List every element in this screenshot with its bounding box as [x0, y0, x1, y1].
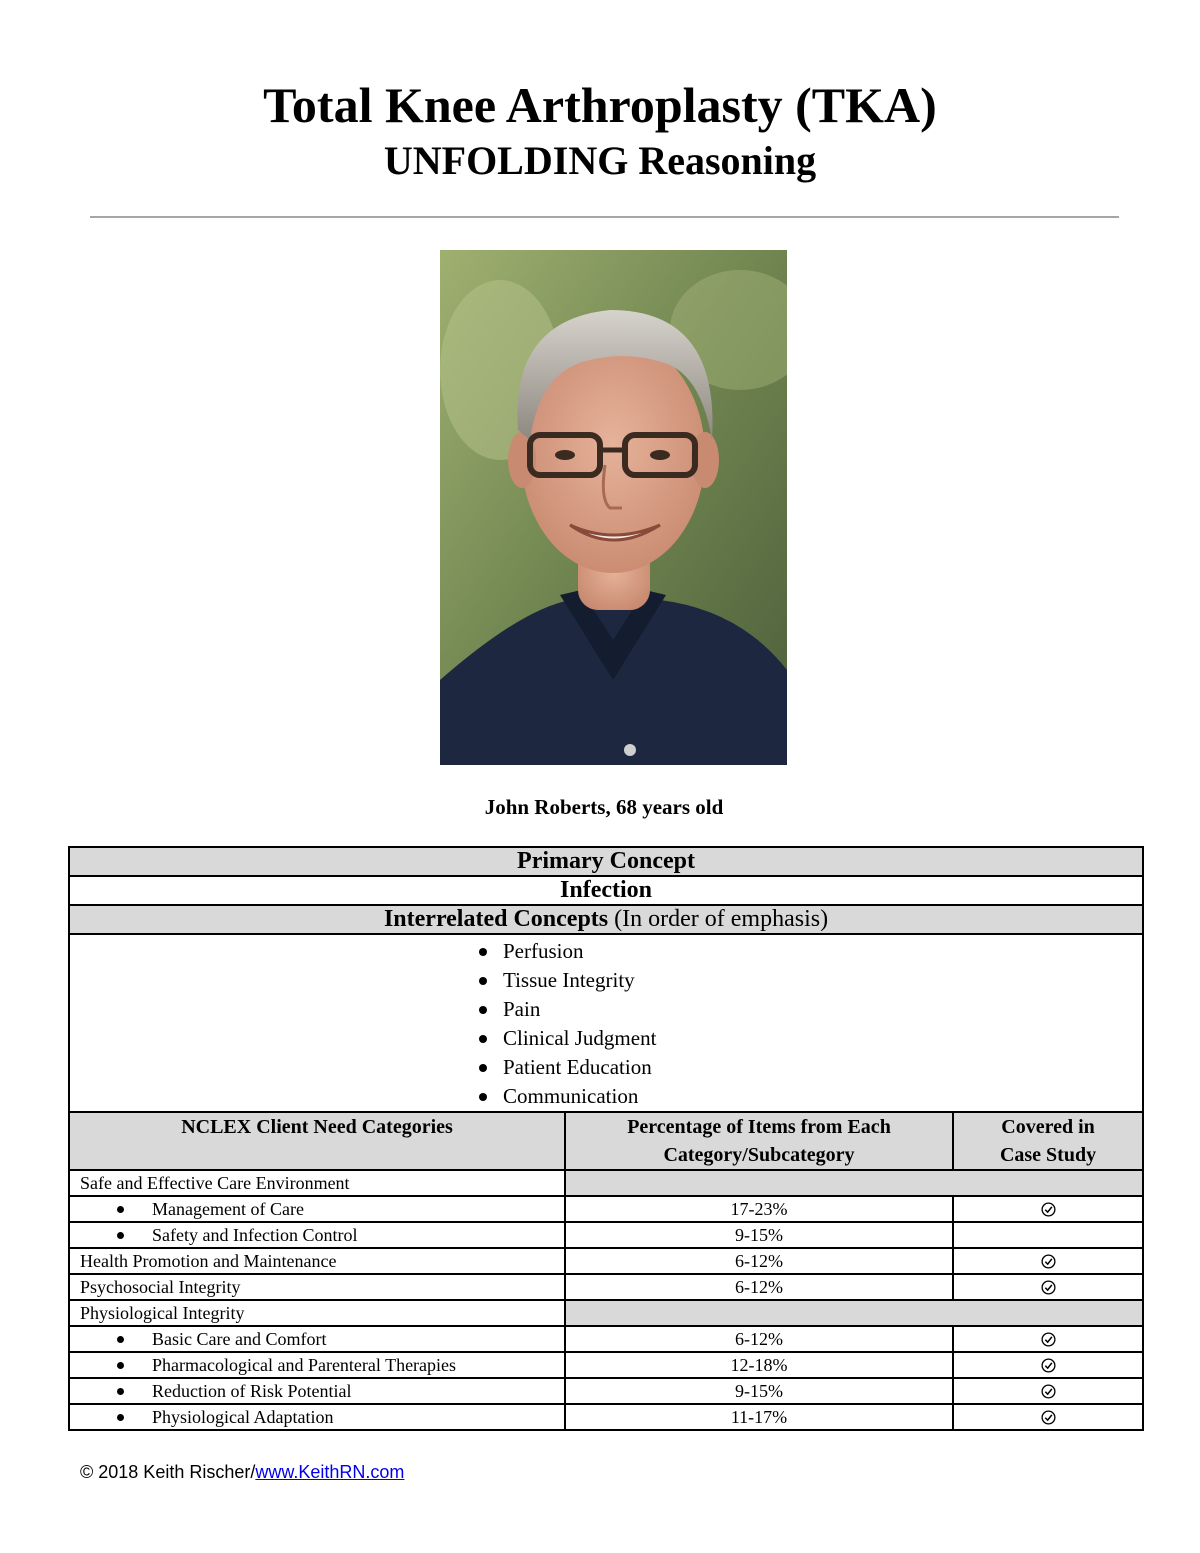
- concept-table: [68, 846, 1144, 1431]
- subcategory-label: Pharmacological and Parenteral Therapies: [152, 1355, 457, 1375]
- check-circle-icon: [1041, 1381, 1056, 1401]
- covered-cell: [953, 1378, 1143, 1404]
- primary-concept-value: Infection: [69, 876, 1143, 905]
- title-divider: [90, 216, 1119, 218]
- subcategory-cell: [69, 1404, 565, 1430]
- covered-cell: [953, 1326, 1143, 1352]
- subcategory-label: Basic Care and Comfort: [152, 1329, 327, 1349]
- table-row: [69, 1196, 1143, 1222]
- bullet-icon: [117, 1388, 124, 1395]
- check-circle-icon: [1041, 1277, 1056, 1297]
- footer: [80, 1460, 404, 1484]
- concept-item-label: Pain: [503, 997, 541, 1021]
- list-item: [503, 1053, 1142, 1082]
- bullet-icon: [117, 1336, 124, 1343]
- covered-cell: [953, 1352, 1143, 1378]
- subcategory-cell: [69, 1352, 565, 1378]
- covered-cell: [953, 1222, 1143, 1248]
- covered-cell: [953, 1404, 1143, 1430]
- table-row: [69, 1352, 1143, 1378]
- bullet-icon: [117, 1206, 124, 1213]
- interrelated-concepts-list-cell: [69, 934, 1143, 1112]
- check-circle-icon: [1041, 1329, 1056, 1349]
- copyright-text: © 2018 Keith Rischer/: [80, 1462, 256, 1482]
- column-header-label: Covered in: [1001, 1116, 1095, 1138]
- bullet-icon: [117, 1362, 124, 1369]
- list-item: [503, 966, 1142, 995]
- subcategory-label: Reduction of Risk Potential: [152, 1381, 352, 1401]
- bullet-icon: [117, 1414, 124, 1421]
- website-link[interactable]: www.KeithRN.com: [255, 1462, 405, 1482]
- document-subtitle: UNFOLDING Reasoning: [383, 138, 817, 183]
- interrelated-label: Interrelated Concepts: [383, 906, 609, 932]
- interrelated-concepts-header: [69, 905, 1143, 934]
- nclex-col-percentage: [565, 1112, 953, 1170]
- patient-caption: John Roberts, 68 years old: [484, 795, 724, 819]
- percentage-cell: 6-12%: [565, 1248, 953, 1274]
- percentage-cell: 9-15%: [565, 1378, 953, 1404]
- percentage-cell: 6-12%: [565, 1326, 953, 1352]
- category-shaded-cell: [565, 1170, 1143, 1196]
- concept-item-label: Perfusion: [503, 939, 584, 963]
- category-cell: Health Promotion and Maintenance: [69, 1248, 565, 1274]
- bullet-icon: [479, 948, 487, 956]
- table-row: [69, 1300, 1143, 1326]
- nclex-rows: [69, 1170, 1143, 1430]
- covered-cell: [953, 1196, 1143, 1222]
- table-row: [69, 1222, 1143, 1248]
- subcategory-label: Physiological Adaptation: [152, 1407, 334, 1427]
- column-header-label: Category/Subcategory: [663, 1144, 855, 1166]
- check-circle-icon: [1041, 1407, 1056, 1427]
- column-header-label: Percentage of Items from Each: [627, 1116, 891, 1138]
- percentage-cell: 9-15%: [565, 1222, 953, 1248]
- percentage-cell: 12-18%: [565, 1352, 953, 1378]
- category-shaded-cell: [565, 1300, 1143, 1326]
- bullet-icon: [479, 977, 487, 985]
- category-cell: Physiological Integrity: [69, 1300, 565, 1326]
- table-row: [69, 1326, 1143, 1352]
- interrelated-concepts-list: [70, 935, 1142, 1111]
- document-title: Total Knee Arthroplasty (TKA): [263, 77, 937, 133]
- list-item: [503, 1082, 1142, 1111]
- check-circle-icon: [1041, 1355, 1056, 1375]
- percentage-cell: 11-17%: [565, 1404, 953, 1430]
- concept-item-label: Communication: [503, 1084, 639, 1108]
- subcategory-cell: [69, 1326, 565, 1352]
- primary-concept-label: Primary Concept: [69, 847, 1143, 876]
- bullet-icon: [479, 1064, 487, 1072]
- subcategory-label: Management of Care: [152, 1199, 304, 1219]
- covered-cell: [953, 1274, 1143, 1300]
- bullet-icon: [479, 1006, 487, 1014]
- list-item: [503, 937, 1142, 966]
- table-row: [69, 1170, 1143, 1196]
- check-circle-icon: [1041, 1199, 1056, 1219]
- patient-photo: [440, 250, 787, 765]
- concept-item-label: Tissue Integrity: [503, 968, 635, 992]
- nclex-col-covered: [953, 1112, 1143, 1170]
- check-circle-icon: [1041, 1251, 1056, 1271]
- interrelated-note: (In order of emphasis): [614, 906, 829, 932]
- concept-item-label: Patient Education: [503, 1055, 652, 1079]
- list-item: [503, 995, 1142, 1024]
- column-header-label: Case Study: [999, 1144, 1097, 1166]
- subcategory-label: Safety and Infection Control: [152, 1225, 358, 1245]
- concept-item-label: Clinical Judgment: [503, 1026, 657, 1050]
- table-row: [69, 1404, 1143, 1430]
- nclex-col-categories: [69, 1112, 565, 1170]
- table-row: [69, 1378, 1143, 1404]
- percentage-cell: 6-12%: [565, 1274, 953, 1300]
- table-row: [69, 1248, 1143, 1274]
- percentage-cell: 17-23%: [565, 1196, 953, 1222]
- subcategory-cell: [69, 1378, 565, 1404]
- column-header-label: NCLEX Client Need Categories: [181, 1116, 453, 1138]
- list-item: [503, 1024, 1142, 1053]
- category-cell: Psychosocial Integrity: [69, 1274, 565, 1300]
- category-cell: Safe and Effective Care Environment: [69, 1170, 565, 1196]
- bullet-icon: [479, 1093, 487, 1101]
- subcategory-cell: [69, 1222, 565, 1248]
- covered-cell: [953, 1248, 1143, 1274]
- table-row: [69, 1274, 1143, 1300]
- subcategory-cell: [69, 1196, 565, 1222]
- bullet-icon: [479, 1035, 487, 1043]
- bullet-icon: [117, 1232, 124, 1239]
